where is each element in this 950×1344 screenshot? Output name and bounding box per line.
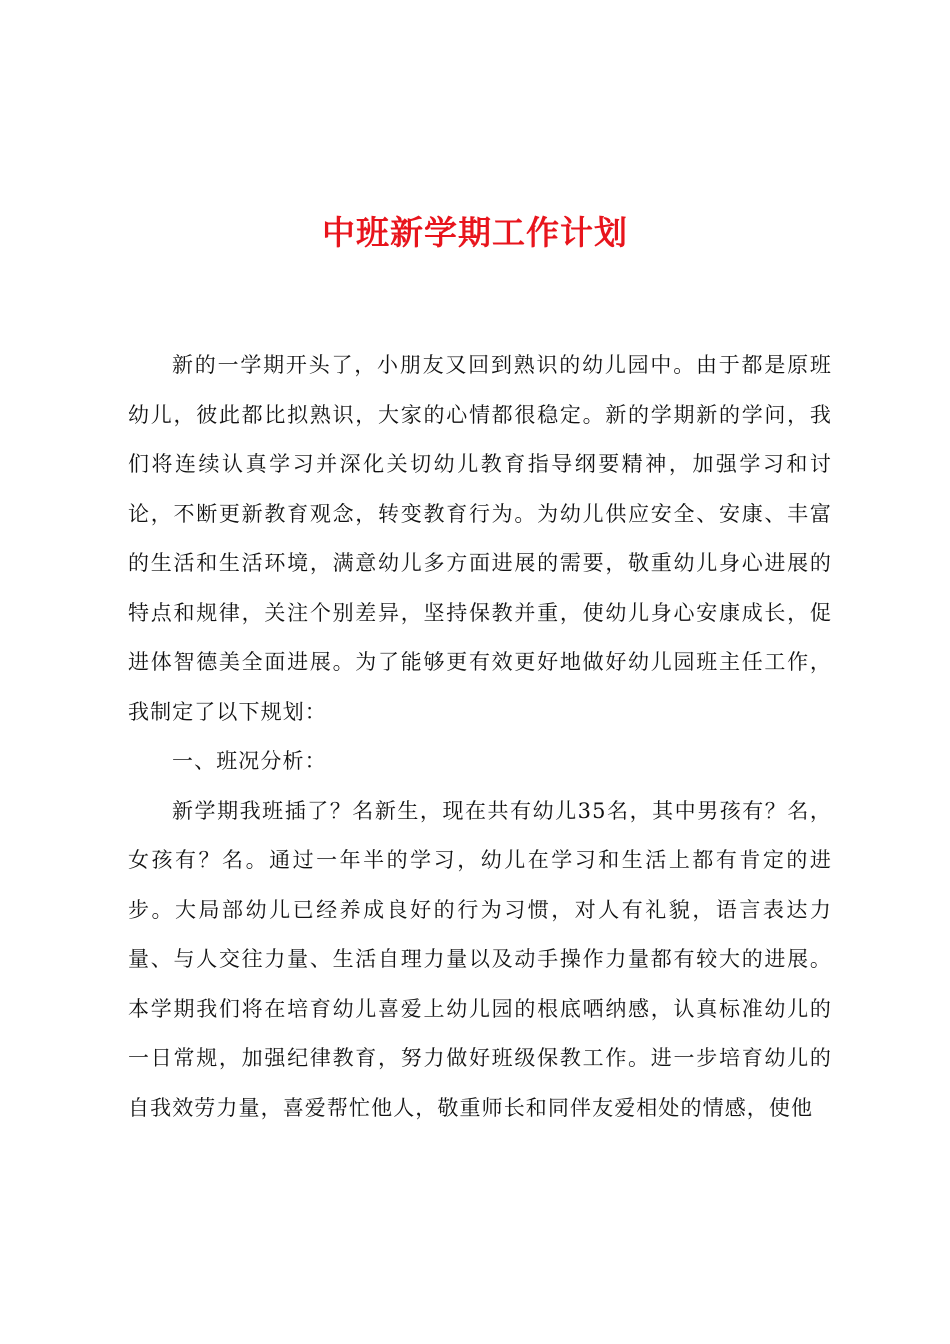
document-title: 中班新学期工作计划: [322, 213, 628, 252]
paragraph-class-analysis: 新学期我班插了？名新生，现在共有幼儿35名，其中男孩有？名，女孩有？名。通过一年半的学习，幼儿在学习和生活上都有肯定的进步。大局部幼儿已经养成良好的行为习惯，对人有礼貌，语言表达力量、与人交往力量、生活自理力量以及动手操作力量都有较大的进展。本学期我们将在培育幼儿喜爱上幼儿园的根底哂纳感，认真标准幼儿的一日常规，加强纪律教育，努力做好班级保教工作。进一步培育幼儿的自我效劳力量，喜爱帮忙他人，敬重师长和同伴友爱相处的情感，使他: [128, 798, 832, 1120]
paragraph-intro: 新的一学期开头了，小朋友又回到熟识的幼儿园中。由于都是原班幼儿，彼此都比拟熟识，大家的心情都很稳定。新的学期新的学问，我们将连续认真学习并深化关切幼儿教育指导纲要精神，加强学习和讨论，不断更新教育观念，转变教育行为。为幼儿供应安全、安康、丰富的生活和生活环境，满意幼儿多方面进展的需要，敬重幼儿身心进展的特点和规律，关注个别差异，坚持保教并重，使幼儿身心安康成长，促进体智德美全面进展。为了能够更有效更好地做好幼儿园班主任工作，我制定了以下规划：: [128, 353, 832, 724]
document-body: [128, 341, 832, 1133]
section-heading-class-analysis: 一、班况分析：: [172, 749, 327, 773]
